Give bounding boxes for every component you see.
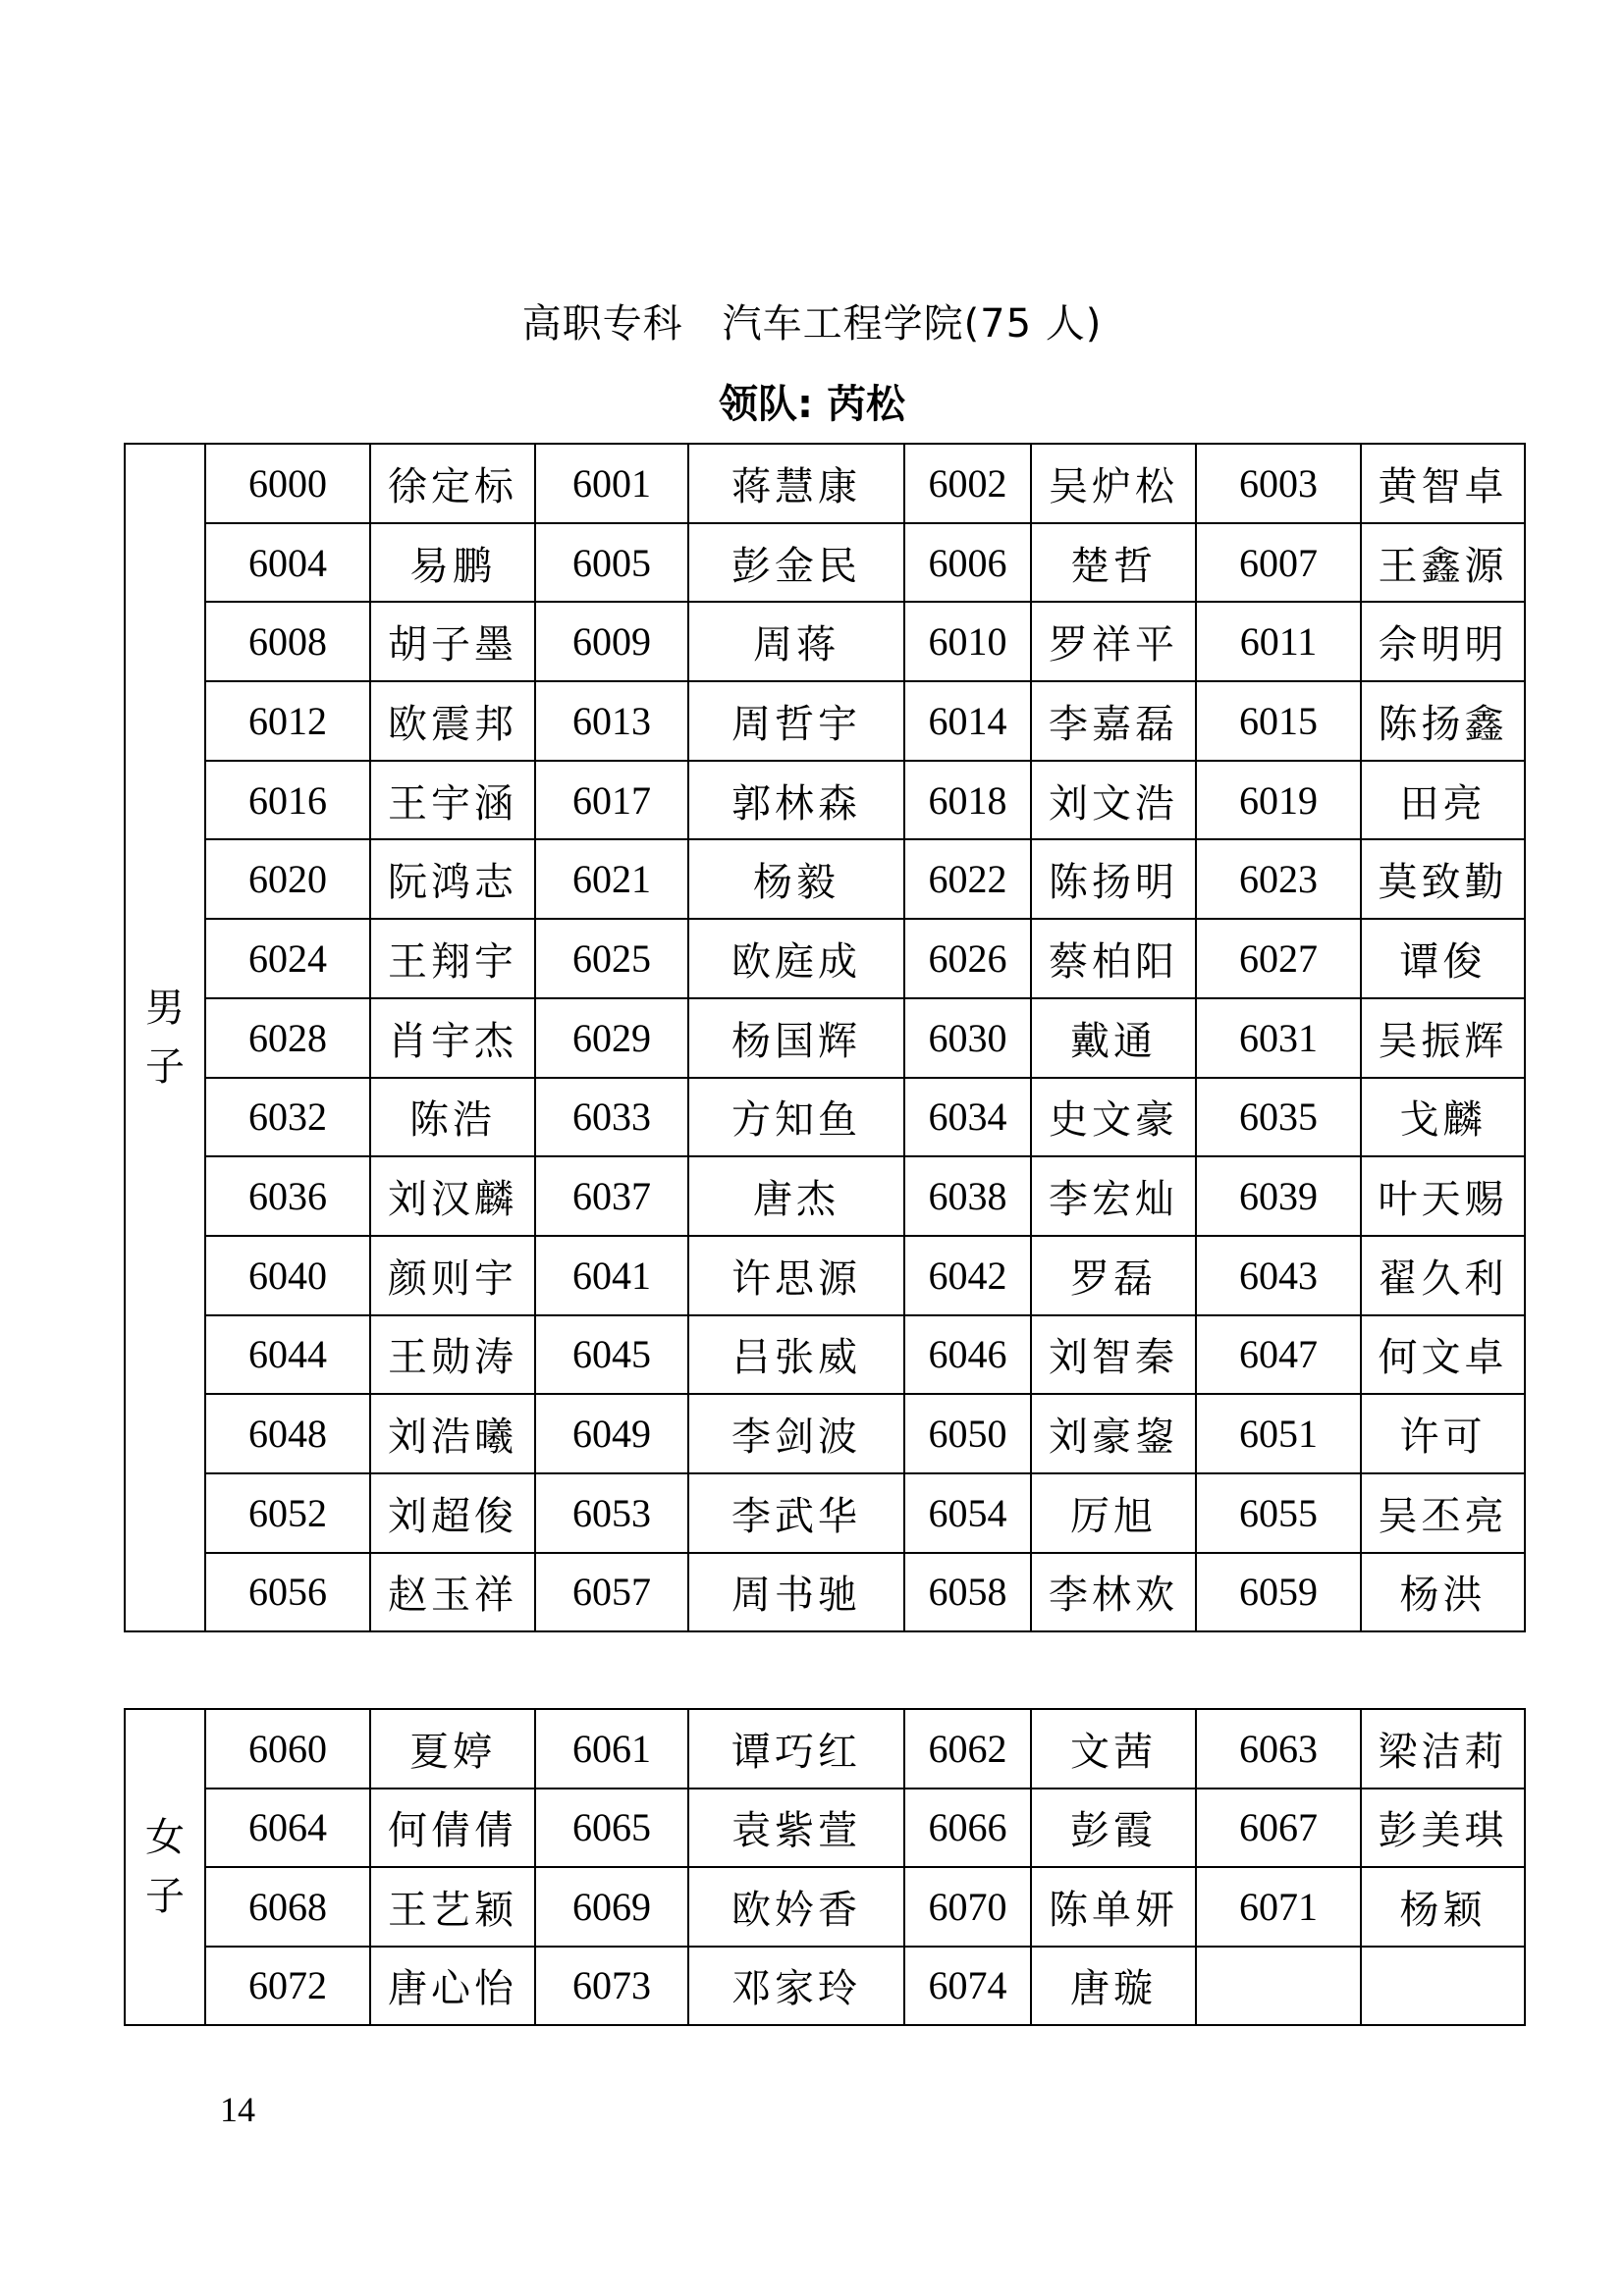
student-number: 6038 <box>904 1156 1031 1236</box>
student-name: 李宏灿 <box>1031 1156 1196 1236</box>
student-number: 6030 <box>904 998 1031 1078</box>
group-label-char: 子 <box>145 1874 185 1919</box>
student-name: 许思源 <box>688 1236 904 1315</box>
table-row <box>125 1553 1525 1632</box>
student-name: 彭美琪 <box>1361 1789 1525 1868</box>
female-group-label <box>125 1709 205 2025</box>
student-name: 佘明明 <box>1361 602 1525 681</box>
student-name: 王鑫源 <box>1361 523 1525 603</box>
student-number: 6046 <box>904 1315 1031 1395</box>
student-name: 胡子墨 <box>370 602 535 681</box>
student-name: 杨毅 <box>688 839 904 919</box>
student-name: 翟久利 <box>1361 1236 1525 1315</box>
female-roster-table <box>124 1708 1526 2026</box>
student-name: 彭霞 <box>1031 1789 1196 1868</box>
student-name: 王翔宇 <box>370 919 535 998</box>
student-number: 6042 <box>904 1236 1031 1315</box>
page-title <box>0 293 1624 348</box>
student-number: 6052 <box>205 1473 370 1553</box>
student-name: 史文豪 <box>1031 1078 1196 1157</box>
student-name: 莫致勤 <box>1361 839 1525 919</box>
table-row <box>125 998 1525 1078</box>
student-name: 许可 <box>1361 1394 1525 1473</box>
group-label-char: 男 <box>145 986 185 1032</box>
student-number: 6067 <box>1196 1789 1361 1868</box>
student-name: 刘豪鋆 <box>1031 1394 1196 1473</box>
title-college: 汽车工程学院(75 人) <box>722 301 1103 347</box>
student-number: 6036 <box>205 1156 370 1236</box>
table-row <box>125 1789 1525 1868</box>
student-number: 6006 <box>904 523 1031 603</box>
student-number: 6047 <box>1196 1315 1361 1395</box>
student-name: 刘浩曦 <box>370 1394 535 1473</box>
student-number: 6026 <box>904 919 1031 998</box>
student-name: 梁洁莉 <box>1361 1709 1525 1789</box>
table-row <box>125 1394 1525 1473</box>
student-name: 周哲宇 <box>688 681 904 761</box>
student-number: 6070 <box>904 1867 1031 1947</box>
student-number: 6029 <box>535 998 688 1078</box>
student-number: 6054 <box>904 1473 1031 1553</box>
student-number: 6060 <box>205 1709 370 1789</box>
student-name: 王艺颖 <box>370 1867 535 1947</box>
student-number: 6037 <box>535 1156 688 1236</box>
student-name: 吴炉松 <box>1031 444 1196 523</box>
student-number: 6043 <box>1196 1236 1361 1315</box>
student-name: 赵玉祥 <box>370 1553 535 1632</box>
student-name: 陈单妍 <box>1031 1867 1196 1947</box>
student-number: 6065 <box>535 1789 688 1868</box>
student-number: 6048 <box>205 1394 370 1473</box>
student-name: 叶天赐 <box>1361 1156 1525 1236</box>
student-name: 厉旭 <box>1031 1473 1196 1553</box>
student-name: 徐定标 <box>370 444 535 523</box>
student-name: 唐璇 <box>1031 1947 1196 2026</box>
student-name: 刘汉麟 <box>370 1156 535 1236</box>
student-number: 6057 <box>535 1553 688 1632</box>
student-name: 何文卓 <box>1361 1315 1525 1395</box>
student-number: 6072 <box>205 1947 370 2026</box>
student-name: 黄智卓 <box>1361 444 1525 523</box>
table-row <box>125 523 1525 603</box>
student-number: 6020 <box>205 839 370 919</box>
student-number: 6050 <box>904 1394 1031 1473</box>
male-group-label <box>125 444 205 1631</box>
student-name: 周蒋 <box>688 602 904 681</box>
table-row <box>125 1315 1525 1395</box>
student-name: 欧妗香 <box>688 1867 904 1947</box>
student-number: 6019 <box>1196 761 1361 840</box>
student-number: 6058 <box>904 1553 1031 1632</box>
student-name: 陈扬鑫 <box>1361 681 1525 761</box>
male-roster-table <box>124 443 1526 1632</box>
team-leader: 领队: 芮松 <box>719 382 905 427</box>
student-number: 6003 <box>1196 444 1361 523</box>
student-number: 6034 <box>904 1078 1031 1157</box>
table-row <box>125 919 1525 998</box>
table-row <box>125 1473 1525 1553</box>
student-name: 杨洪 <box>1361 1553 1525 1632</box>
student-name <box>1361 1947 1525 2026</box>
student-number: 6002 <box>904 444 1031 523</box>
student-number: 6064 <box>205 1789 370 1868</box>
student-name: 唐心怡 <box>370 1947 535 2026</box>
student-number: 6001 <box>535 444 688 523</box>
student-number: 6016 <box>205 761 370 840</box>
student-name: 王勋涛 <box>370 1315 535 1395</box>
student-name: 肖宇杰 <box>370 998 535 1078</box>
student-number: 6073 <box>535 1947 688 2026</box>
student-number: 6049 <box>535 1394 688 1473</box>
student-name: 楚哲 <box>1031 523 1196 603</box>
student-number: 6045 <box>535 1315 688 1395</box>
student-name: 何倩倩 <box>370 1789 535 1868</box>
student-number: 6041 <box>535 1236 688 1315</box>
student-name: 易鹏 <box>370 523 535 603</box>
student-name: 田亮 <box>1361 761 1525 840</box>
student-name: 邓家玲 <box>688 1947 904 2026</box>
student-name: 周书驰 <box>688 1553 904 1632</box>
student-number: 6044 <box>205 1315 370 1395</box>
student-name: 杨国辉 <box>688 998 904 1078</box>
student-number: 6059 <box>1196 1553 1361 1632</box>
student-number <box>1196 1947 1361 2026</box>
student-name: 戈麟 <box>1361 1078 1525 1157</box>
student-number: 6025 <box>535 919 688 998</box>
student-number: 6028 <box>205 998 370 1078</box>
student-number: 6015 <box>1196 681 1361 761</box>
student-name: 欧震邦 <box>370 681 535 761</box>
student-name: 陈扬明 <box>1031 839 1196 919</box>
student-name: 吴振辉 <box>1361 998 1525 1078</box>
student-number: 6061 <box>535 1709 688 1789</box>
student-number: 6022 <box>904 839 1031 919</box>
table-row <box>125 1078 1525 1157</box>
student-name: 罗磊 <box>1031 1236 1196 1315</box>
student-name: 文茜 <box>1031 1709 1196 1789</box>
student-number: 6023 <box>1196 839 1361 919</box>
group-label-char: 子 <box>145 1044 185 1091</box>
table-row <box>125 1867 1525 1947</box>
student-name: 蒋慧康 <box>688 444 904 523</box>
student-name: 袁紫萱 <box>688 1789 904 1868</box>
student-number: 6014 <box>904 681 1031 761</box>
student-number: 6032 <box>205 1078 370 1157</box>
title-level: 高职专科 <box>521 301 683 347</box>
student-name: 李剑波 <box>688 1394 904 1473</box>
student-number: 6000 <box>205 444 370 523</box>
student-name: 杨颖 <box>1361 1867 1525 1947</box>
student-number: 6033 <box>535 1078 688 1157</box>
student-number: 6005 <box>535 523 688 603</box>
student-name: 刘超俊 <box>370 1473 535 1553</box>
student-name: 李嘉磊 <box>1031 681 1196 761</box>
student-name: 唐杰 <box>688 1156 904 1236</box>
table-row <box>125 839 1525 919</box>
student-name: 谭俊 <box>1361 919 1525 998</box>
student-number: 6063 <box>1196 1709 1361 1789</box>
student-name: 颜则宇 <box>370 1236 535 1315</box>
table-row <box>125 1156 1525 1236</box>
student-number: 6062 <box>904 1709 1031 1789</box>
student-name: 李武华 <box>688 1473 904 1553</box>
student-name: 刘智秦 <box>1031 1315 1196 1395</box>
student-name: 郭林森 <box>688 761 904 840</box>
student-number: 6051 <box>1196 1394 1361 1473</box>
student-name: 夏婷 <box>370 1709 535 1789</box>
student-number: 6017 <box>535 761 688 840</box>
table-row <box>125 1236 1525 1315</box>
student-name: 戴通 <box>1031 998 1196 1078</box>
student-name: 方知鱼 <box>688 1078 904 1157</box>
student-number: 6008 <box>205 602 370 681</box>
table-row <box>125 1947 1525 2026</box>
student-number: 6068 <box>205 1867 370 1947</box>
table-row <box>125 602 1525 681</box>
student-name: 陈浩 <box>370 1078 535 1157</box>
student-number: 6035 <box>1196 1078 1361 1157</box>
student-name: 谭巧红 <box>688 1709 904 1789</box>
student-number: 6021 <box>535 839 688 919</box>
table-row <box>125 1709 1525 1789</box>
student-number: 6018 <box>904 761 1031 840</box>
student-number: 6024 <box>205 919 370 998</box>
student-number: 6009 <box>535 602 688 681</box>
student-name: 彭金民 <box>688 523 904 603</box>
student-name: 蔡柏阳 <box>1031 919 1196 998</box>
student-number: 6013 <box>535 681 688 761</box>
student-name: 欧庭成 <box>688 919 904 998</box>
page-number: 14 <box>220 2090 255 2129</box>
student-name: 刘文浩 <box>1031 761 1196 840</box>
student-number: 6010 <box>904 602 1031 681</box>
student-number: 6031 <box>1196 998 1361 1078</box>
student-number: 6011 <box>1196 602 1361 681</box>
student-name: 王宇涵 <box>370 761 535 840</box>
student-number: 6027 <box>1196 919 1361 998</box>
student-name: 吴丕亮 <box>1361 1473 1525 1553</box>
group-label-char: 女 <box>145 1815 185 1860</box>
student-number: 6053 <box>535 1473 688 1553</box>
student-number: 6004 <box>205 523 370 603</box>
student-number: 6012 <box>205 681 370 761</box>
student-number: 6039 <box>1196 1156 1361 1236</box>
student-name: 李林欢 <box>1031 1553 1196 1632</box>
student-name: 罗祥平 <box>1031 602 1196 681</box>
student-number: 6071 <box>1196 1867 1361 1947</box>
table-row <box>125 761 1525 840</box>
table-row <box>125 444 1525 523</box>
student-number: 6056 <box>205 1553 370 1632</box>
student-name: 阮鸿志 <box>370 839 535 919</box>
student-number: 6055 <box>1196 1473 1361 1553</box>
student-number: 6074 <box>904 1947 1031 2026</box>
student-name: 吕张威 <box>688 1315 904 1395</box>
student-number: 6007 <box>1196 523 1361 603</box>
table-row <box>125 681 1525 761</box>
student-number: 6069 <box>535 1867 688 1947</box>
student-number: 6040 <box>205 1236 370 1315</box>
student-number: 6066 <box>904 1789 1031 1868</box>
